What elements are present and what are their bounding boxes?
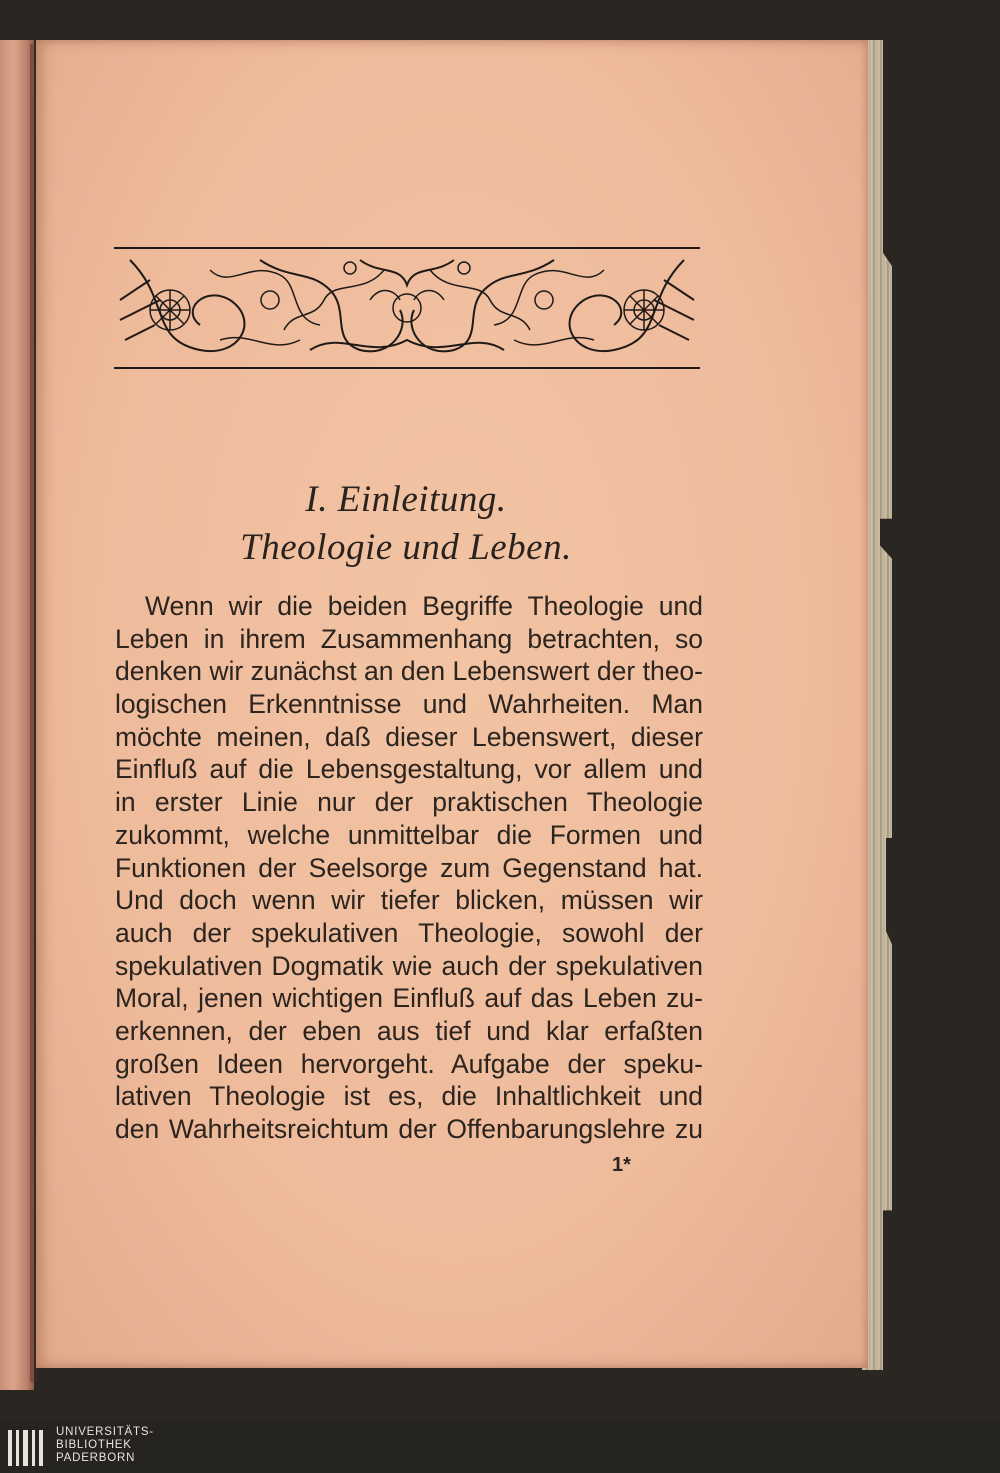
text-line: denken wir zunächst an den Lebenswert der theo- bbox=[115, 656, 703, 687]
logo-line: BIBLIOTHEK bbox=[56, 1439, 132, 1451]
text-line: lativen Theologie ist es, die Inhaltlichkeit und bbox=[115, 1081, 703, 1112]
chapter-heading: I. Einleitung. bbox=[305, 479, 507, 520]
text-line: Moral, jenen wichtigen Einfluß auf das Leben zu- bbox=[115, 983, 703, 1014]
text-line: spekulativen Dogmatik wie auch der spekulativen bbox=[115, 950, 703, 981]
signature-mark: 1* bbox=[612, 1154, 631, 1176]
chapter-subheading: Theologie und Leben. bbox=[240, 527, 572, 568]
text-line: Wenn wir die beiden Begriffe Theologie und bbox=[145, 591, 703, 621]
text-line: zukommt, welche unmittelbar die Formen und bbox=[115, 819, 703, 850]
library-logo-icon bbox=[6, 1426, 50, 1470]
text-line: Einfluß auf die Lebensgestaltung, vor allem und bbox=[115, 754, 703, 785]
library-logo-text bbox=[56, 1426, 154, 1465]
left-page-edge bbox=[0, 40, 34, 1390]
text-line: auch der spekulativen Theologie, sowohl der bbox=[115, 917, 703, 948]
decorative-headpiece-ornament bbox=[110, 240, 704, 376]
logo-line: UNIVERSITÄTS- bbox=[56, 1426, 154, 1438]
text-line: den Wahrheitsreichtum der Offenbarungslehre zu bbox=[115, 1114, 703, 1144]
text-line: logischen Erkenntnisse und Wahrheiten. Man bbox=[115, 689, 703, 720]
text-line: erkennen, der eben aus tief und klar erfaßten bbox=[115, 1015, 703, 1046]
text-line: in erster Linie nur der praktischen Theologie bbox=[115, 787, 703, 818]
text-line: Funktionen der Seelsorge zum Gegenstand hat. bbox=[115, 852, 703, 883]
text-line: großen Ideen hervorgeht. Aufgabe der speku- bbox=[115, 1048, 703, 1079]
text-line: Leben in ihrem Zusammenhang betrachten, so bbox=[115, 623, 703, 654]
logo-line: PADERBORN bbox=[56, 1452, 136, 1464]
text-line: möchte meinen, daß dieser Lebenswert, dieser bbox=[115, 721, 703, 752]
body-paragraph bbox=[115, 590, 703, 1146]
text-line: Und doch wenn wir tiefer blicken, müssen wir bbox=[115, 885, 703, 916]
